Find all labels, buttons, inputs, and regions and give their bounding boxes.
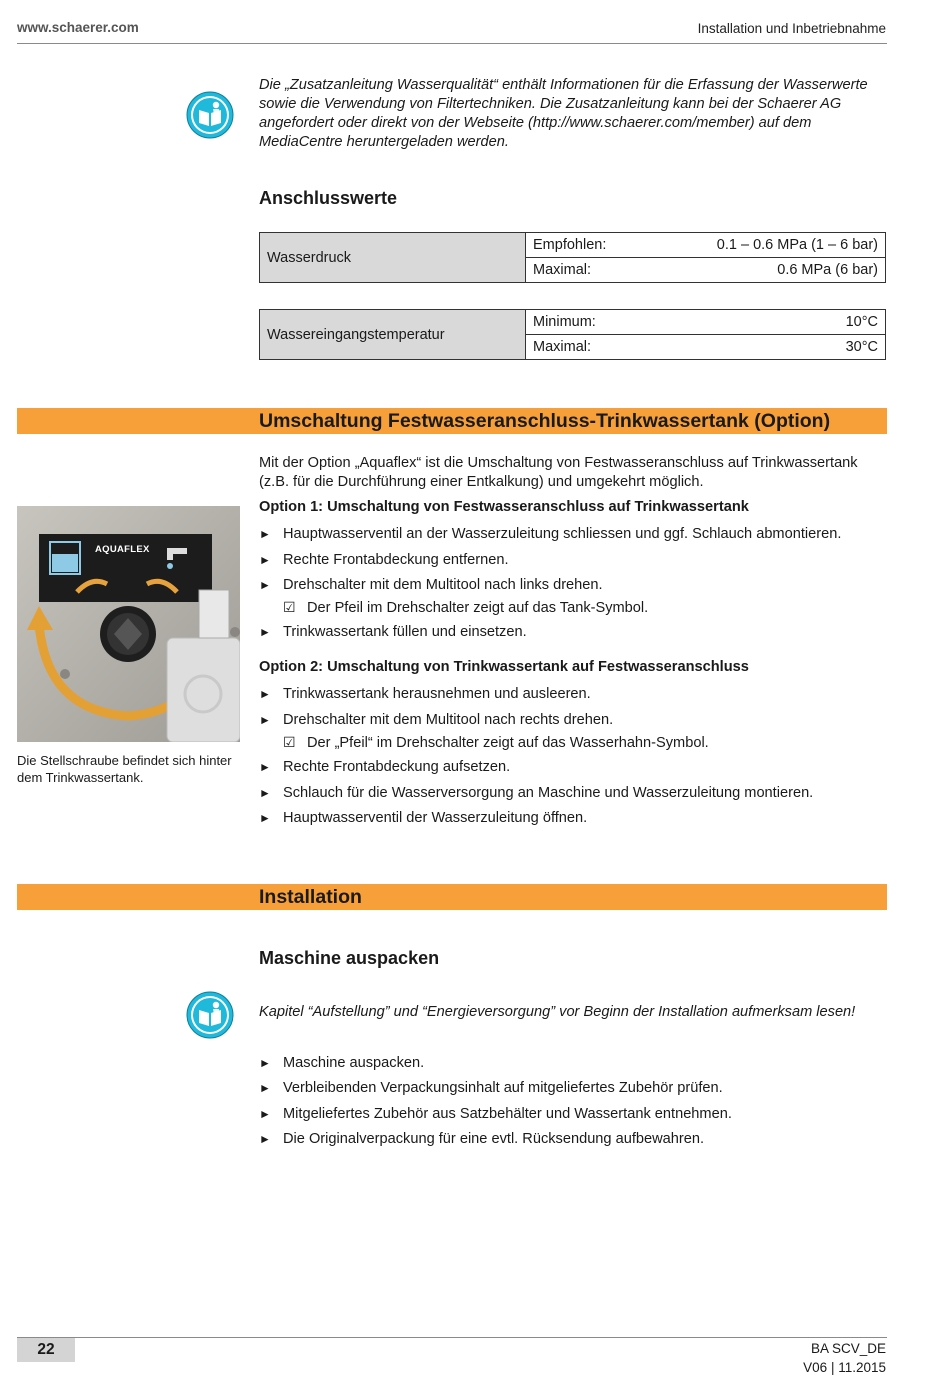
list-item: ► Drehschalter mit dem Multitool nach rechts drehen. (259, 712, 614, 728)
triangle-right-icon: ► (259, 578, 271, 592)
triangle-right-icon: ► (259, 1056, 271, 1070)
section-title: Installation und Inbetriebnahme (697, 21, 886, 36)
triangle-right-icon: ► (259, 811, 271, 825)
triangle-right-icon: ► (259, 527, 271, 541)
triangle-right-icon: ► (259, 713, 271, 727)
list-item: ► Hauptwasserventil der Wasserzuleitung öffnen. (259, 810, 588, 826)
list-item: ► Hauptwasserventil an der Wasserzuleitung schliessen und ggf. Schlauch abmontieren. (259, 526, 842, 542)
triangle-right-icon: ► (259, 1107, 271, 1121)
read-manual-icon (185, 990, 235, 1040)
list-item: ► Rechte Frontabdeckung aufsetzen. (259, 759, 511, 775)
umschaltung-heading: Umschaltung Festwasseranschluss-Trinkwassertank (Option) (259, 410, 831, 432)
section-bar-umschaltung (17, 408, 887, 434)
installation-heading: Installation (259, 886, 362, 908)
table-key: Minimum: (526, 310, 691, 335)
triangle-right-icon: ► (259, 625, 271, 639)
read-manual-icon (185, 90, 235, 140)
table-label: Wassereingangstemperatur (260, 310, 526, 360)
option1-title: Option 1: Umschaltung von Festwasseranschluss auf Trinkwassertank (259, 499, 749, 515)
list-item: ► Schlauch für die Wasserversorgung an Maschine und Wasserzuleitung montieren. (259, 785, 814, 801)
table-key: Maximal: (526, 258, 691, 283)
triangle-right-icon: ► (259, 786, 271, 800)
maschine-auspacken-heading: Maschine auspacken (259, 948, 440, 968)
table-value: 0.6 MPa (6 bar) (690, 258, 886, 283)
list-item: ► Trinkwassertank herausnehmen und ausleeren. (259, 686, 591, 702)
temperatur-table (259, 309, 886, 360)
list-item: ► Drehschalter mit dem Multitool nach links drehen. (259, 577, 603, 593)
umschaltung-intro: Mit der Option „Aquaflex“ ist die Umschaltung von Festwasseranschluss auf Trinkwassertank (z.B. für die Durchführung einer Entkalkung) und umgekehrt möglich. (259, 455, 858, 490)
intro-note: Die „Zusatzanleitung Wasserqualität“ enthält Informationen für die Erfassung der Wasserwerte sowie die Verwendung von Filtertechniken. Die Zusatzanleitung kann bei der Schaerer AG angefordert oder direkt von der Webseite (http://www.schaerer.com/member) auf dem MediaCentre heruntergeladen werden. (259, 77, 868, 150)
triangle-right-icon: ► (259, 760, 271, 774)
triangle-right-icon: ► (259, 687, 271, 701)
triangle-right-icon: ► (259, 1081, 271, 1095)
list-item: ► Verbleibenden Verpackungsinhalt auf mitgeliefertes Zubehör prüfen. (259, 1080, 723, 1096)
table-key: Maximal: (526, 335, 691, 360)
section-bar-installation (17, 884, 887, 910)
table-key: Empfohlen: (526, 233, 691, 258)
document-version: V06 | 11.2015 (803, 1360, 886, 1375)
list-item: ► Die Originalverpackung für eine evtl. Rücksendung aufbewahren. (259, 1131, 705, 1147)
checkbox-checked-icon: ☑ (283, 599, 296, 615)
installation-note: Kapitel “Aufstellung” und “Energieversorgung” vor Beginn der Installation aufmerksam lesen! (259, 1004, 856, 1020)
table-label: Wasserdruck (260, 233, 526, 283)
aquaflex-label: AQUAFLEX (95, 544, 150, 555)
wasserdruck-table (259, 232, 886, 283)
photo-caption: Die Stellschraube befindet sich hinter dem Trinkwassertank. (17, 753, 232, 785)
table-value: 0.1 – 0.6 MPa (1 – 6 bar) (690, 233, 886, 258)
document-id: BA SCV_DE (810, 1341, 886, 1356)
list-item: ► Rechte Frontabdeckung entfernen. (259, 552, 509, 568)
page-number: 22 (17, 1338, 75, 1362)
header-divider (17, 43, 887, 44)
table-value: 30°C (690, 335, 886, 360)
table-value: 10°C (690, 310, 886, 335)
triangle-right-icon: ► (259, 553, 271, 567)
option2-title: Option 2: Umschaltung von Trinkwassertank auf Festwasseranschluss (259, 659, 749, 675)
website-url: www.schaerer.com (17, 20, 139, 35)
anschlusswerte-heading: Anschlusswerte (259, 188, 398, 208)
triangle-right-icon: ► (259, 1132, 271, 1146)
list-item: ► Trinkwassertank füllen und einsetzen. (259, 624, 527, 640)
footer-divider (17, 1337, 887, 1338)
list-item: ► Maschine auspacken. (259, 1055, 425, 1071)
aquaflex-illustration (17, 506, 240, 742)
list-item: ► Mitgeliefertes Zubehör aus Satzbehälter und Wassertank entnehmen. (259, 1106, 732, 1122)
result-item: ☑ Der Pfeil im Drehschalter zeigt auf das Tank-Symbol. (283, 599, 649, 616)
checkbox-checked-icon: ☑ (283, 734, 296, 750)
aquaflex-photo (17, 506, 240, 742)
result-item: ☑ Der „Pfeil“ im Drehschalter zeigt auf das Wasserhahn-Symbol. (283, 734, 709, 751)
